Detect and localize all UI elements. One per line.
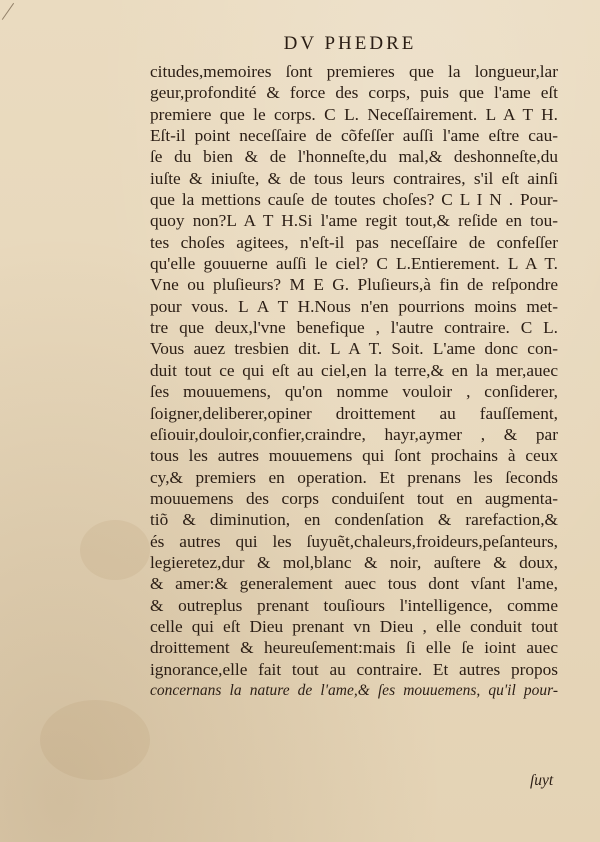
paper-stain xyxy=(40,700,150,780)
text-line: & amer:& generalement auec tous dont vſant l'ame, xyxy=(150,574,558,594)
text-line: legieretez,dur & mol,blanc & noir, auſtere & doux, xyxy=(150,552,558,572)
running-header: DV PHEDRE xyxy=(283,33,417,54)
text-line: celle qui eſt Dieu prenant vn Dieu , elle conduit tout xyxy=(150,616,558,636)
text-line: és autres qui les ſuyuẽt,chaleurs,froideurs,peſanteurs, xyxy=(150,531,558,551)
text-line: tre que deux,l'vne benefique , l'autre contraire. C L. xyxy=(150,318,558,338)
text-line: mouuemens des corps conduiſent tout en augmenta- xyxy=(150,488,558,508)
text-line-italic: concernans la nature de l'ame,& ſes mouuemens, qu'il pour- xyxy=(150,681,558,699)
text-line: ſoigner,deliberer,opiner droittement au fauſſement, xyxy=(150,403,558,423)
text-line: cy,& premiers en operation. Et prenans les ſeconds xyxy=(150,467,558,487)
catchword: ſuyt xyxy=(530,772,554,789)
text-line: ſes mouuemens, qu'on nomme vouloir , conſiderer, xyxy=(150,382,558,402)
text-line: Eſt-il point neceſſaire de cõfeſſer auſſi l'ame eſtre cau- xyxy=(150,126,558,146)
text-line: citudes,memoires ſont premieres que la longueur,lar xyxy=(150,62,558,81)
text-line: ignorance,elle fait tout au contraire. Et autres propos xyxy=(150,659,558,679)
text-line: & outreplus prenant touſiours l'intelligence, comme xyxy=(150,595,558,615)
paper-stain xyxy=(80,520,150,580)
text-line: Vous auez tresbien dit. L A T. Soit. L'ame donc con- xyxy=(150,339,558,359)
text-line: duit tout ce qui eſt au ciel,en la terre,& en la mer,auec xyxy=(150,360,558,380)
text-line: que la mettions cauſe de toutes choſes? C L I N . Pour- xyxy=(150,190,558,210)
text-line: Vne ou pluſieurs? M E G. Pluſieurs,à fin de reſpondre xyxy=(150,275,558,295)
text-line: geur,profondité & force des corps, puis que l'ame eſt xyxy=(150,83,558,103)
text-line: pour vous. L A T H.Nous n'en pourrions moins met- xyxy=(150,296,558,316)
text-line: tous les autres mouuemens qui ſont prochains à ceux xyxy=(150,446,558,466)
text-line: premiere que le corps. C L. Neceſſairement. L A T H. xyxy=(150,104,558,124)
text-line: ſe du bien & de l'honneſte,du mal,& deshonneſte,du xyxy=(150,147,558,167)
text-line: tiõ & diminution, en condenſation & rarefaction,& xyxy=(150,510,558,530)
text-line: droittement & heureuſement:mais ſi elle ſe ioint auec xyxy=(150,638,558,658)
text-line: tes choſes agitees, n'eſt-il pas neceſſaire de confeſſer xyxy=(150,232,558,252)
corner-mark xyxy=(2,3,27,29)
text-line: eſiouir,douloir,confier,craindre, hayr,aymer , & par xyxy=(150,424,558,444)
text-line: qu'elle gouuerne auſſi le ciel? C L.Entierement. L A T. xyxy=(150,254,558,274)
body-text xyxy=(150,61,558,701)
text-line: iuſte & iniuſte, & de tous leurs contraires, s'il eſt ainſi xyxy=(150,168,558,188)
text-line: quoy non?L A T H.Si l'ame regit tout,& reſide en tou- xyxy=(150,211,558,231)
